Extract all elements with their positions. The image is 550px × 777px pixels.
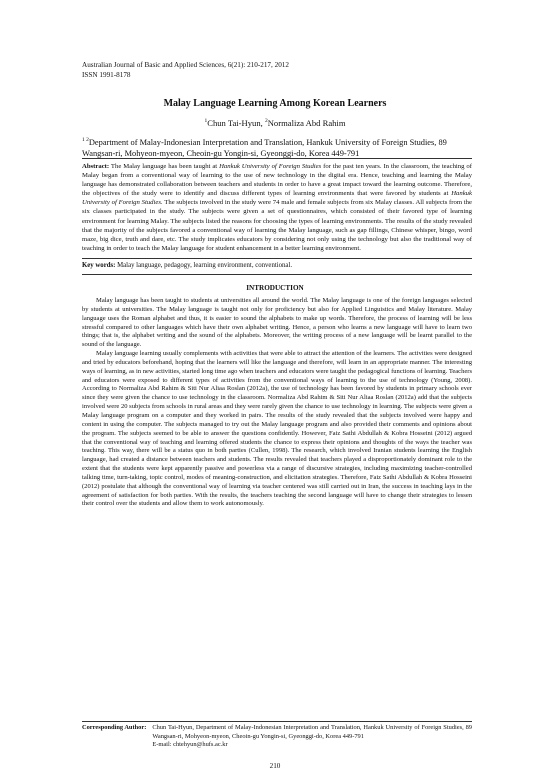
page-number: 210 — [269, 762, 281, 770]
keywords-label: Key words: — [82, 262, 116, 269]
abstract-label: Abstract: — [82, 163, 110, 170]
abstract-top-rule — [82, 158, 472, 159]
corresponding-details — [152, 724, 472, 750]
keywords-text: Malay language, pedagogy, learning environment, conventional. — [115, 262, 293, 269]
journal-citation: Australian Journal of Basic and Applied Sciences, 6(21): 210-217, 2012 — [82, 61, 289, 69]
author-line — [0, 118, 550, 128]
introduction-body — [82, 297, 472, 509]
abstract-text-a: The Malay language has been taught at — [109, 163, 220, 170]
affiliation-superscript: 1 2 — [82, 137, 89, 143]
journal-issn: ISSN 1991-8178 — [82, 71, 131, 79]
author2-superscript: 2 — [264, 118, 268, 125]
intro-paragraph-1: Malay language has been taught to students at universities all around the world. The Malay language is one of the foreign languages selected by students at universities. The Malay language is taught not only for proficiency but also for Applied Linguistics and Malay literature. Malay language uses the Roman alphabet and thus, it is easier to sound the alphabets to make up words. Therefore, the process of learning will be less stressful compared to other languages which have their own alphabet writing. Hence, a person who learns a new language will have to learn two things; that is, the alphabet writing and the sound of the alphabets. Moreover, the writing process of a new language will be learnt parallel to the sound of the language. — [82, 297, 472, 349]
paper-title: Malay Language Learning Among Korean Learners — [163, 98, 387, 109]
author2-name: Normaliza Abd Rahim — [267, 118, 346, 128]
author1-name: Chun Tai-Hyun, — [207, 118, 263, 128]
abstract-text-b: for the past ten years. In the classroom, the teaching of Malay began from a conventional way of learning to the use of new technology in the digital era. Hence, teaching and learning the Malay language has demonstrated collaboration between teachers and students in order to have a great impact toward the learning outcome. Therefore, the objectives of the study were to identify and discuss different types of learning environments that were favored by students at — [82, 163, 472, 198]
corresponding-email: E-mail: chtehyun@hufs.ac.kr — [152, 741, 228, 749]
intro-paragraph-2: Malay language learning usually complements with activities that were able to attract the attention of the learners. The activities were designed and tried by educators beforehand, hoping that the learners will like the language and therefore, will learn in an appropriate manner. The interesting ways of learning, as in new activities, started long time ago when teachers and educators were taught the pedagogical functions of learning. Teachers and educators were exposed to different types of activities from the conventional ways of learning to the use of technology (Young, 2008). According to Normaliza Abd Rahim & Siti Nur Aliaa Roslan (2012a), the use of technology has been favored by students in primary schools ever since they were given the chance to use technology in the classroom. Normaliza Abd Rahim & Siti Nur Aliaa Roslan (2012a) add that the subjects involved were 20 subjects from schools in rural areas and they were rarely given the chance to use technology in learning. The subjects were given a Malay language program on a computer and they worked in pairs. The results of the study revealed that the subjects involved were happy and content in using the computer. The subjects managed to try out the Malay language program and also provided their comments and opinions about the program. The subjects seemed to be able to answer the questions confidently. However, Faiz Sathi Abdullah & Kobra Hosseini (2012) argued that the conventional way of teaching and learning offered students the chance to express their opinions and thoughts of the ways the teacher was teaching. This way, there will be a status quo in both parties (Cullen, 1998). The research, which involved Iranian students learning the English language, had created a distance between teachers and students. The results revealed that teachers played a disproportionately dominant role to the extent that the students were kept apparently passive and powerless via a range of discursive strategies, including maximizing teacher-controlled talking time, turn-taking, topic control, modes of meaning-construction, and elicitation strategies. Therefore, Faiz Sathi Abdullah & Kobra Hosseini (2012) postulate that although the conventional way of learning via teacher centered was still carried out in Iran, the success in teaching lays in the agreement of satisfaction for both parties. With the results, the teachers teaching the second language will have to change their strategies to lessen their control over the students and allow them to work autonomously. — [82, 350, 472, 508]
corresponding-author — [82, 724, 472, 750]
affiliation-text: Department of Malay-Indonesian Interpretation and Translation, Hankuk University of Foreign Studies, 89 Wangsan-ri, Mohyeon-myeon, Cheoin-gu Yongin-si, Gyeonggi-do, Korea 449-791 — [82, 137, 447, 158]
introduction-heading: INTRODUCTION — [246, 284, 304, 292]
author1-superscript: 1 — [204, 118, 208, 125]
corresponding-label: Corresponding Author: — [82, 724, 147, 731]
corresponding-text: Chun Tai-Hyun, Department of Malay-Indonesian Interpretation and Translation, Hankuk University of Foreign Studies, 89 Wangsan-ri, Mohyeon-myeon, Cheoin-gu Yongin-si, Gyeonggi-do, Korea 449-791 — [152, 724, 472, 740]
abstract-text-c: The subjects involved in the study were 74 male and female subjects from six Malay classes. All subjects from the six classes participated in the study. The subjects were given a set of questionnaires, which consisted of their favored type of learning environment for learning Malay. The subjects listed the reasons for choosing the types of learning environments. The results of the study revealed that the majority of the subjects favored a conventional way of learning the Malay language, such as gap fillings, Chinese whisper, bingo, word maze, big dice, truth and dare, etc. The study implicates educators by considering not only using the technology but also the traditional way of teaching in order to teach the Malay language for student enhancement in a better learning environment. — [82, 199, 472, 252]
keywords-rule — [82, 274, 472, 275]
affiliation — [82, 135, 472, 159]
abstract-bottom-rule — [82, 258, 472, 259]
journal-header — [82, 60, 289, 80]
keywords — [82, 262, 472, 269]
abstract — [82, 162, 472, 253]
footnote-rule — [82, 721, 472, 722]
abstract-university-italic-2: Hankuk University of Foreign Studies. — [82, 190, 472, 207]
abstract-university-italic: Hankuk University of Foreign Studies — [219, 163, 322, 170]
